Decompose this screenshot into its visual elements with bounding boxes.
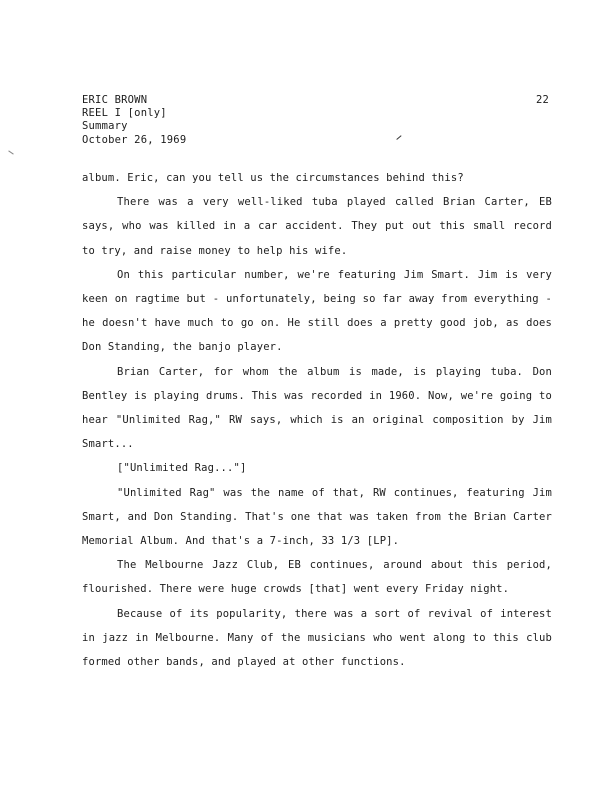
header-reel: REEL I [only] <box>82 107 167 120</box>
document-body <box>82 166 552 674</box>
paragraph: Because of its popularity, there was a sort of revival of interest in jazz in Melbourne. Many of the musicians who went along to this club formed other bands, and played at other functions. <box>82 607 552 669</box>
header-summary: Summary <box>82 120 128 133</box>
paragraph: album. Eric, can you tell us the circumstances behind this? <box>82 172 464 184</box>
paragraph: The Melbourne Jazz Club, EB continues, around about this period, flourished. There were huge crowds [that] went every Friday night. <box>82 559 552 596</box>
page-number: 22 <box>536 94 550 106</box>
paragraph: There was a very well-liked tuba played called Brian Carter, EB says, who was killed in a car accident. They put out this small record to try, and raise money to help his wife. <box>82 196 552 257</box>
header-date: October 26, 1969 <box>82 133 187 146</box>
header-interviewee: ERIC BROWN <box>82 94 148 106</box>
pen-mark <box>396 135 401 140</box>
edge-mark <box>8 150 13 154</box>
paragraph: On this particular number, we're featuring Jim Smart. Jim is very keen on ragtime but - unfortunately, being so far away from everything - he doesn't have much to go on. He still does a pretty good job, as does Don Standing, the banjo player. <box>82 268 552 354</box>
paragraph: ["Unlimited Rag..."] <box>117 462 247 475</box>
paragraph: Brian Carter, for whom the album is made, is playing tuba. Don Bentley is playing drums. This was recorded in 1960. Now, we're going to hear "Unlimited Rag," RW says, which is an original composition by Jim Smart... <box>82 365 552 451</box>
paragraph: "Unlimited Rag" was the name of that, RW continues, featuring Jim Smart, and Don Standing. That's one that was taken from the Brian Carter Memorial Album. And that's a 7-inch, 33 1/3 [LP]. <box>82 486 552 548</box>
document-header <box>82 94 186 147</box>
